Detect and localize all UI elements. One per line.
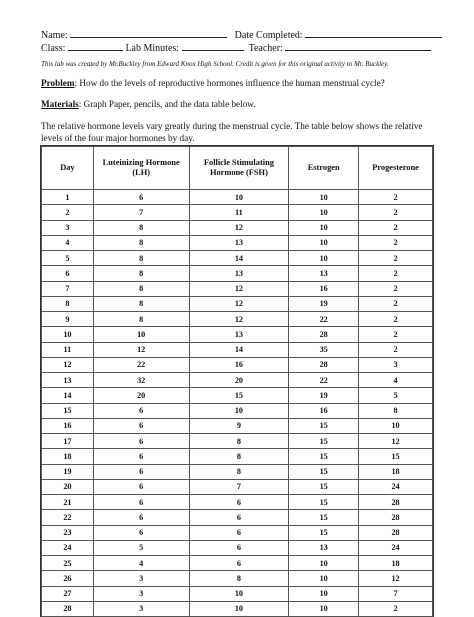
- table-row: [42, 403, 433, 418]
- progesterone-cell: 5: [359, 388, 433, 403]
- fsh-cell: 8: [189, 571, 289, 586]
- fsh-cell: 13: [189, 266, 289, 281]
- col-header-fsh: Follicle Stimulating Hormone (FSH): [189, 147, 289, 190]
- materials-text: : Graph Paper, pencils, and the data table below.: [78, 99, 256, 109]
- progesterone-cell: 7: [359, 586, 433, 601]
- fsh-cell: 15: [189, 388, 289, 403]
- fsh-cell: 12: [189, 312, 289, 327]
- progesterone-cell: 3: [359, 357, 433, 372]
- day-cell: 6: [42, 266, 94, 281]
- name-field[interactable]: [70, 28, 227, 38]
- fsh-cell: 6: [189, 495, 289, 510]
- lh-cell: 20: [93, 388, 189, 403]
- problem-label: Problem: [41, 78, 75, 88]
- table-row: [42, 235, 433, 250]
- day-cell: 15: [42, 403, 94, 418]
- day-cell: 20: [42, 479, 94, 494]
- date-completed-label: Date Completed:: [234, 30, 303, 41]
- lh-cell: 6: [93, 510, 189, 525]
- fsh-cell: 6: [189, 525, 289, 540]
- materials-label: Materials: [41, 99, 79, 109]
- progesterone-cell: 2: [359, 251, 433, 266]
- progesterone-cell: 15: [359, 449, 433, 464]
- estrogen-cell: 22: [289, 312, 359, 327]
- lh-cell: 7: [93, 205, 189, 220]
- table-row: [42, 464, 433, 479]
- estrogen-cell: 15: [289, 449, 359, 464]
- lh-cell: 8: [93, 235, 189, 250]
- fsh-cell: 6: [189, 556, 289, 571]
- table-row: [42, 220, 433, 235]
- fsh-cell: 13: [189, 327, 289, 342]
- table-row: [42, 479, 433, 494]
- lh-cell: 8: [93, 266, 189, 281]
- progesterone-cell: 2: [359, 296, 433, 311]
- estrogen-cell: 10: [289, 205, 359, 220]
- estrogen-cell: 13: [289, 266, 359, 281]
- table-row: [42, 373, 433, 388]
- estrogen-cell: 15: [289, 464, 359, 479]
- class-label: Class:: [41, 43, 66, 54]
- fsh-cell: 12: [189, 281, 289, 296]
- progesterone-cell: 28: [359, 510, 433, 525]
- col-header-estrogen: Estrogen: [289, 147, 359, 190]
- progesterone-cell: 2: [359, 190, 433, 205]
- fsh-cell: 7: [189, 479, 289, 494]
- fsh-cell: 16: [189, 357, 289, 372]
- table-row: [42, 601, 433, 616]
- table-row: [42, 571, 433, 586]
- day-cell: 1: [42, 190, 94, 205]
- materials-statement: [41, 99, 446, 111]
- estrogen-cell: 16: [289, 281, 359, 296]
- day-cell: 27: [42, 586, 94, 601]
- lh-cell: 6: [93, 525, 189, 540]
- table-row: [42, 495, 433, 510]
- estrogen-cell: 28: [289, 327, 359, 342]
- table-body: [42, 190, 433, 617]
- progesterone-cell: 24: [359, 540, 433, 555]
- progesterone-cell: 24: [359, 479, 433, 494]
- table-row: [42, 342, 433, 357]
- lab-minutes-label: Lab Minutes:: [125, 43, 180, 54]
- table-row: [42, 449, 433, 464]
- lh-cell: 22: [93, 357, 189, 372]
- lh-cell: 32: [93, 373, 189, 388]
- estrogen-cell: 15: [289, 495, 359, 510]
- estrogen-cell: 10: [289, 601, 359, 616]
- lh-cell: 3: [93, 586, 189, 601]
- table-row: [42, 388, 433, 403]
- progesterone-cell: 2: [359, 601, 433, 616]
- fsh-cell: 14: [189, 251, 289, 266]
- day-cell: 9: [42, 312, 94, 327]
- estrogen-cell: 10: [289, 586, 359, 601]
- lh-cell: 5: [93, 540, 189, 555]
- day-cell: 8: [42, 296, 94, 311]
- progesterone-cell: 2: [359, 205, 433, 220]
- day-cell: 14: [42, 388, 94, 403]
- table-row: [42, 418, 433, 433]
- table-row: [42, 540, 433, 555]
- day-cell: 4: [42, 235, 94, 250]
- progesterone-cell: 28: [359, 525, 433, 540]
- lh-cell: 10: [93, 327, 189, 342]
- table-row: [42, 434, 433, 449]
- estrogen-cell: 15: [289, 418, 359, 433]
- progesterone-cell: 12: [359, 571, 433, 586]
- lh-cell: 6: [93, 449, 189, 464]
- fsh-cell: 10: [189, 601, 289, 616]
- estrogen-cell: 10: [289, 571, 359, 586]
- header-row-2: [41, 41, 431, 54]
- table-row: [42, 556, 433, 571]
- day-cell: 5: [42, 251, 94, 266]
- problem-text: : How do the levels of reproductive hormones influence the human menstrual cycle?: [74, 78, 385, 88]
- progesterone-cell: 2: [359, 235, 433, 250]
- table-row: [42, 296, 433, 311]
- progesterone-cell: 12: [359, 434, 433, 449]
- progesterone-cell: 2: [359, 220, 433, 235]
- problem-statement: [41, 78, 446, 90]
- day-cell: 26: [42, 571, 94, 586]
- estrogen-cell: 19: [289, 388, 359, 403]
- lh-cell: 6: [93, 403, 189, 418]
- day-cell: 2: [42, 205, 94, 220]
- day-cell: 16: [42, 418, 94, 433]
- fsh-cell: 13: [189, 235, 289, 250]
- day-cell: 12: [42, 357, 94, 372]
- day-cell: 11: [42, 342, 94, 357]
- progesterone-cell: 2: [359, 281, 433, 296]
- fsh-cell: 10: [189, 403, 289, 418]
- table-row: [42, 190, 433, 205]
- day-cell: 3: [42, 220, 94, 235]
- estrogen-cell: 10: [289, 251, 359, 266]
- fsh-cell: 6: [189, 540, 289, 555]
- estrogen-cell: 13: [289, 540, 359, 555]
- lh-cell: 6: [93, 495, 189, 510]
- day-cell: 18: [42, 449, 94, 464]
- estrogen-cell: 15: [289, 510, 359, 525]
- estrogen-cell: 10: [289, 556, 359, 571]
- progesterone-cell: 10: [359, 418, 433, 433]
- lh-cell: 8: [93, 296, 189, 311]
- intro-paragraph: The relative hormone levels vary greatly during the menstrual cycle. The table below shows the relative levels of the four major hormones by day.: [41, 121, 423, 143]
- lh-cell: 6: [93, 190, 189, 205]
- day-cell: 25: [42, 556, 94, 571]
- fsh-cell: 10: [189, 190, 289, 205]
- lh-cell: 8: [93, 312, 189, 327]
- day-cell: 21: [42, 495, 94, 510]
- fsh-cell: 12: [189, 220, 289, 235]
- fsh-cell: 14: [189, 342, 289, 357]
- table-row: [42, 357, 433, 372]
- header-row-1: [41, 28, 442, 41]
- day-cell: 10: [42, 327, 94, 342]
- progesterone-cell: 2: [359, 312, 433, 327]
- fsh-cell: 8: [189, 434, 289, 449]
- table-row: [42, 266, 433, 281]
- fsh-cell: 11: [189, 205, 289, 220]
- fsh-cell: 10: [189, 586, 289, 601]
- lh-cell: 3: [93, 601, 189, 616]
- day-cell: 17: [42, 434, 94, 449]
- lh-cell: 8: [93, 220, 189, 235]
- lh-cell: 6: [93, 418, 189, 433]
- date-completed-field[interactable]: [305, 28, 442, 38]
- estrogen-cell: 10: [289, 190, 359, 205]
- lab-minutes-field[interactable]: [182, 41, 244, 51]
- col-header-lh: Luteinizing Hormone (LH): [93, 147, 189, 190]
- teacher-label: Teacher:: [248, 43, 283, 54]
- day-cell: 7: [42, 281, 94, 296]
- table-row: [42, 525, 433, 540]
- progesterone-cell: 8: [359, 403, 433, 418]
- hormone-table: [41, 146, 433, 617]
- fsh-cell: 8: [189, 464, 289, 479]
- credit-note: This lab was created by Mr.Buckley from Edward Knox High School. Credit is given for this original activity to Mr. Buckley.: [41, 60, 389, 68]
- lh-cell: 6: [93, 479, 189, 494]
- table-row: [42, 281, 433, 296]
- table-row: [42, 251, 433, 266]
- estrogen-cell: 28: [289, 357, 359, 372]
- lh-cell: 6: [93, 464, 189, 479]
- day-cell: 22: [42, 510, 94, 525]
- col-header-progesterone: Progesterone: [359, 147, 433, 190]
- lh-cell: 3: [93, 571, 189, 586]
- fsh-cell: 12: [189, 296, 289, 311]
- estrogen-cell: 15: [289, 525, 359, 540]
- fsh-cell: 6: [189, 510, 289, 525]
- estrogen-cell: 19: [289, 296, 359, 311]
- lh-cell: 8: [93, 281, 189, 296]
- table-row: [42, 312, 433, 327]
- lh-cell: 6: [93, 434, 189, 449]
- progesterone-cell: 28: [359, 495, 433, 510]
- progesterone-cell: 18: [359, 556, 433, 571]
- table-row: [42, 205, 433, 220]
- col-header-day: Day: [42, 147, 94, 190]
- estrogen-cell: 35: [289, 342, 359, 357]
- day-cell: 13: [42, 373, 94, 388]
- progesterone-cell: 2: [359, 266, 433, 281]
- day-cell: 23: [42, 525, 94, 540]
- estrogen-cell: 10: [289, 235, 359, 250]
- estrogen-cell: 16: [289, 403, 359, 418]
- class-field[interactable]: [68, 41, 123, 51]
- day-cell: 24: [42, 540, 94, 555]
- day-cell: 28: [42, 601, 94, 616]
- progesterone-cell: 2: [359, 327, 433, 342]
- fsh-cell: 20: [189, 373, 289, 388]
- estrogen-cell: 10: [289, 220, 359, 235]
- lh-cell: 12: [93, 342, 189, 357]
- progesterone-cell: 18: [359, 464, 433, 479]
- day-cell: 19: [42, 464, 94, 479]
- name-label: Name:: [41, 30, 68, 41]
- lh-cell: 8: [93, 251, 189, 266]
- lh-cell: 4: [93, 556, 189, 571]
- teacher-field[interactable]: [285, 41, 431, 51]
- table-row: [42, 586, 433, 601]
- table-row: [42, 510, 433, 525]
- progesterone-cell: 4: [359, 373, 433, 388]
- estrogen-cell: 15: [289, 434, 359, 449]
- fsh-cell: 9: [189, 418, 289, 433]
- estrogen-cell: 22: [289, 373, 359, 388]
- fsh-cell: 8: [189, 449, 289, 464]
- progesterone-cell: 2: [359, 342, 433, 357]
- estrogen-cell: 15: [289, 479, 359, 494]
- table-header-row: [42, 147, 433, 190]
- table-row: [42, 327, 433, 342]
